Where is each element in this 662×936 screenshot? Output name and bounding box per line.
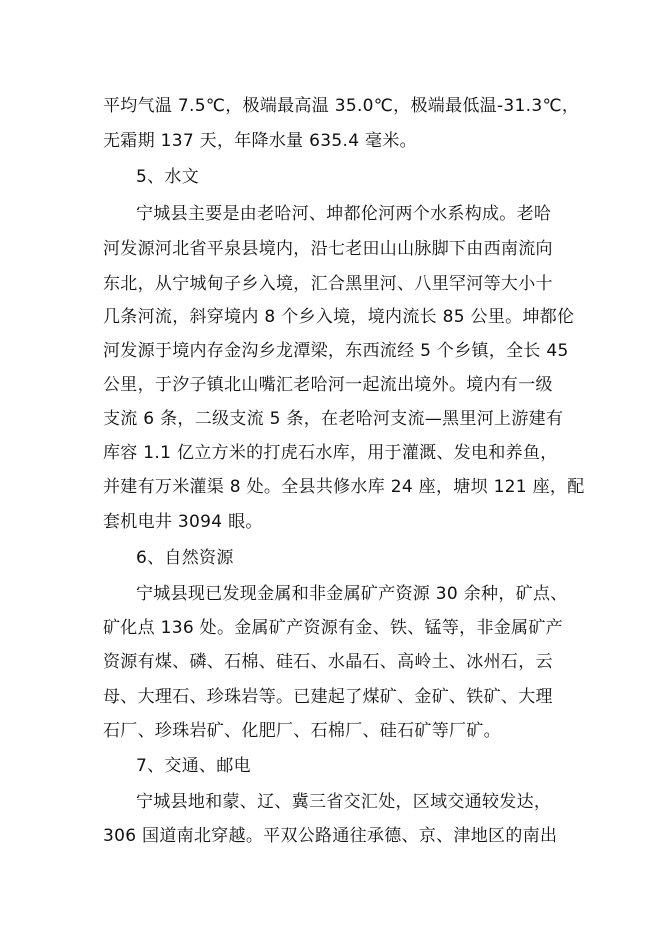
text-line: 石厂、珍珠岩矿、化肥厂、石棉厂、硅石矿等厂矿。 xyxy=(103,721,501,741)
section-heading-transport: 7、交通、邮电 xyxy=(136,756,251,776)
text-line: 公里，于汐子镇北山嘴汇老哈河一起流出境外。境内有一级 xyxy=(103,375,553,395)
text-line: 资源有煤、磷、石棉、硅石、水晶石、高岭土、冰州石，云 xyxy=(103,652,553,672)
text-line: 套机电井 3094 眼。 xyxy=(103,512,263,532)
text-line: 河发源河北省平泉县境内，沿七老田山山脉脚下由西南流向 xyxy=(103,239,553,259)
text-line: 几条河流，斜穿境内 8 个乡入境，境内流长 85 公里。坤都伦 xyxy=(103,307,575,327)
text-line: 宁城县主要是由老哈河、坤都伦河两个水系构成。老哈 xyxy=(136,204,552,224)
text-line: 东北，从宁城甸子乡入境，汇合黑里河、八里罕河等大小十 xyxy=(103,274,553,294)
text-line: 库容 1.1 亿立方米的打虎石水库，用于灌溉、发电和养鱼， xyxy=(103,443,558,463)
text-line: 宁城县现已发现金属和非金属矿产资源 30 余种，矿点、 xyxy=(136,584,568,604)
text-line: 无霜期 137 天，年降水量 635.4 毫米。 xyxy=(103,131,417,151)
section-heading-natural-resources: 6、自然资源 xyxy=(136,548,234,568)
text-line: 河发源于境内存金沟乡龙潭梁，东西流经 5 个乡镇，全长 45 xyxy=(103,341,569,361)
text-line: 母、大理石、珍珠岩等。已建起了煤矿、金矿、铁矿、大理 xyxy=(103,687,553,707)
text-line: 矿化点 136 处。金属矿产资源有金、铁、锰等，非金属矿产 xyxy=(103,618,563,638)
text-line: 支流 6 条，二级支流 5 条，在老哈河支流—黑里河上游建有 xyxy=(103,409,564,429)
text-line: 并建有万米灌渠 8 处。全县共修水库 24 座，塘坝 121 座，配 xyxy=(103,477,585,497)
text-line: 平均气温 7.5℃，极端最高温 35.0℃，极端最低温-31.3℃， xyxy=(103,96,580,116)
text-line: 宁城县地和蒙、辽、冀三省交汇处，区域交通较发达， xyxy=(136,792,552,812)
text-line: 306 国道南北穿越。平双公路通往承德、京、津地区的南出 xyxy=(103,826,558,846)
section-heading-hydrology: 5、水文 xyxy=(136,167,200,187)
